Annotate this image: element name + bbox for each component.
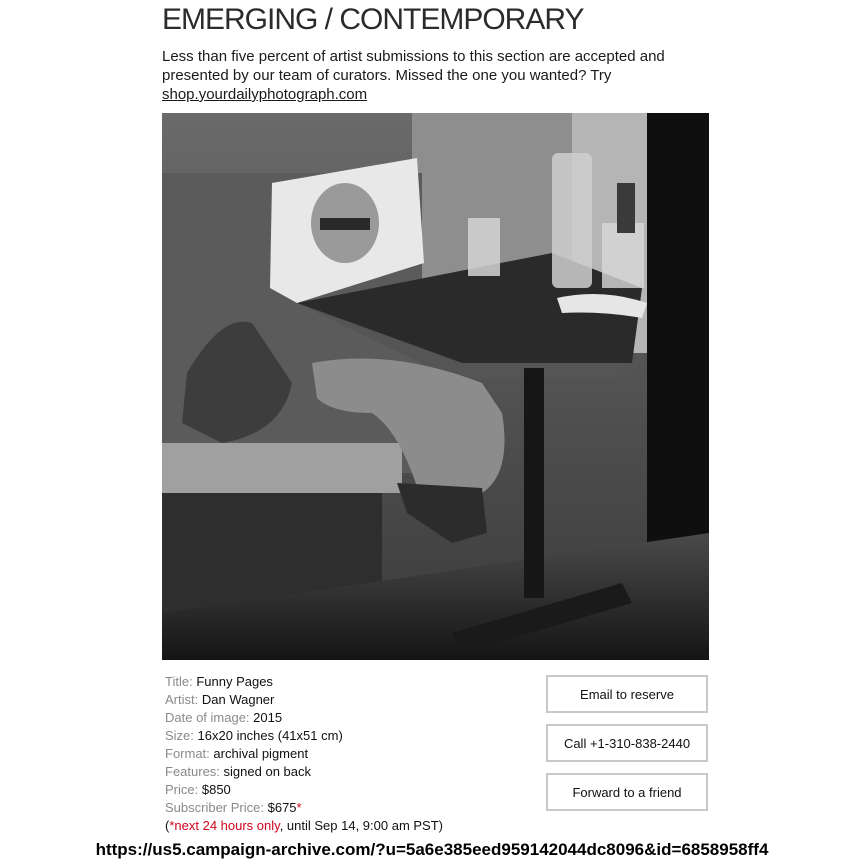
artwork-photo[interactable] bbox=[162, 113, 709, 660]
price-label: Price: bbox=[165, 782, 199, 797]
email-to-reserve-button[interactable]: Email to reserve bbox=[546, 675, 708, 713]
title-label: Title: bbox=[165, 674, 193, 689]
call-button[interactable]: Call +1-310-838-2440 bbox=[546, 724, 708, 762]
size-label: Size: bbox=[165, 728, 194, 743]
price-value: $850 bbox=[201, 782, 231, 797]
note-open-paren: ( bbox=[165, 818, 170, 833]
shop-link[interactable]: shop.yourdailyphotograph.com bbox=[162, 86, 368, 103]
note-limited-time: next 24 hours only bbox=[174, 818, 280, 833]
detail-features bbox=[165, 763, 443, 781]
photograph-image bbox=[162, 113, 709, 660]
detail-subscriber-price bbox=[165, 799, 443, 817]
detail-size bbox=[165, 727, 443, 745]
subscriber-price-value: $675 bbox=[267, 800, 297, 815]
intro-paragraph bbox=[162, 47, 682, 104]
subscriber-note bbox=[165, 817, 443, 835]
artist-label: Artist: bbox=[165, 692, 199, 707]
detail-title bbox=[165, 673, 443, 691]
artwork-details bbox=[165, 673, 443, 835]
format-label: Format: bbox=[165, 746, 210, 761]
detail-artist bbox=[165, 691, 443, 709]
format-value: archival pigment bbox=[213, 746, 309, 761]
date-value: 2015 bbox=[253, 710, 283, 725]
intro-text: Less than five percent of artist submissions to this section are accepted and presented by our team of curators. Missed the one you wanted? Try bbox=[162, 48, 665, 84]
title-value: Funny Pages bbox=[196, 674, 273, 689]
subscriber-asterisk: * bbox=[296, 800, 302, 815]
forward-to-friend-button[interactable]: Forward to a friend bbox=[546, 773, 708, 811]
detail-format bbox=[165, 745, 443, 763]
date-label: Date of image: bbox=[165, 710, 250, 725]
detail-date bbox=[165, 709, 443, 727]
artist-value: Dan Wagner bbox=[201, 692, 275, 707]
subscriber-price-label: Subscriber Price: bbox=[165, 800, 264, 815]
source-url: https://us5.campaign-archive.com/?u=5a6e385eed959142044dc8096&id=6858958ff4 bbox=[95, 840, 769, 859]
note-asterisk: * bbox=[169, 818, 175, 833]
action-buttons bbox=[546, 675, 708, 822]
note-deadline: , until Sep 14, 9:00 am PST) bbox=[279, 818, 443, 833]
features-value: signed on back bbox=[223, 764, 311, 779]
features-label: Features: bbox=[165, 764, 220, 779]
detail-price bbox=[165, 781, 443, 799]
size-value: 16x20 inches (41x51 cm) bbox=[197, 728, 343, 743]
section-title: EMERGING / CONTEMPORARY bbox=[162, 3, 584, 36]
